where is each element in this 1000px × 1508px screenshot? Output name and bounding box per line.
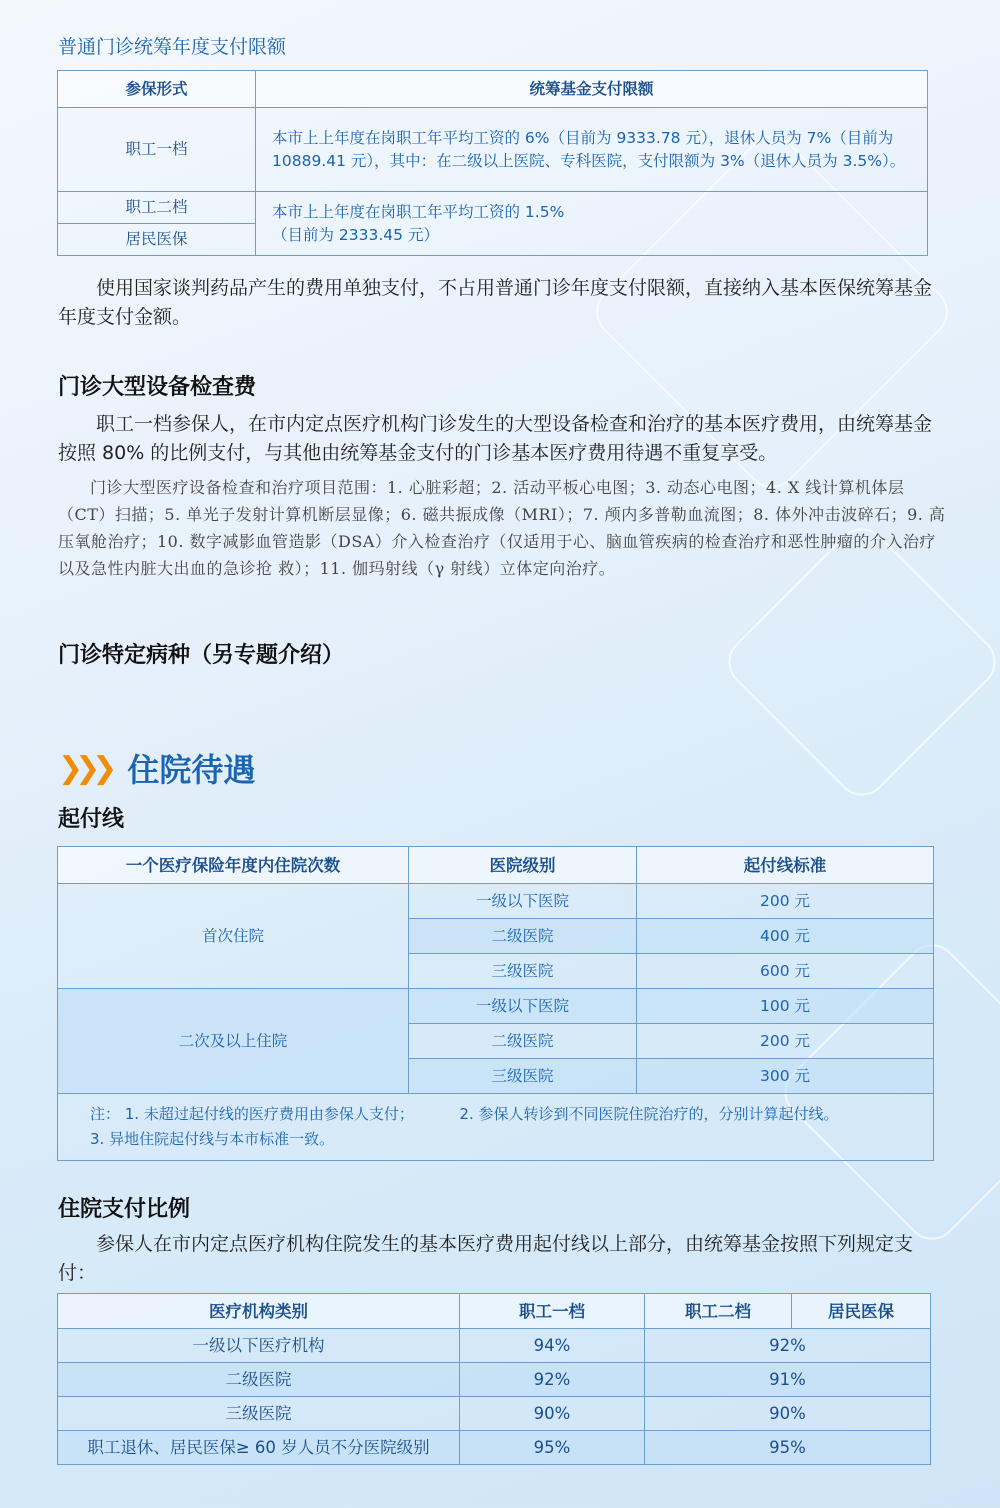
- ratio-title: 住院支付比例: [58, 1197, 191, 1222]
- ratio-header-tier1: 职工一档: [460, 1294, 645, 1329]
- note-item-2: 2. 参保人转诊到不同医院住院治疗的，分别计算起付线。: [459, 1105, 839, 1123]
- threshold-value: 600 元: [637, 954, 934, 989]
- row-label-resident: 居民医保: [58, 224, 256, 256]
- ratio-row-tier1: 95%: [460, 1431, 645, 1465]
- ratio-row-label: 职工退休、居民医保≥ 60 岁人员不分医院级别: [58, 1431, 460, 1465]
- row-value-tier2-resident: [256, 192, 928, 256]
- threshold-value: 200 元: [637, 884, 934, 919]
- outpatient-limit-table: [57, 70, 928, 256]
- ratio-row-tier1: 90%: [460, 1397, 645, 1431]
- threshold-title: 起付线: [58, 807, 125, 832]
- hospital-level: 三级医院: [409, 954, 637, 989]
- row-value-line1: 本市上上年度在岗职工年平均工资的 1.5%: [272, 202, 565, 221]
- header-insurance-type: 参保形式: [58, 71, 256, 108]
- ratio-row-tier1: 94%: [460, 1329, 645, 1363]
- hospital-level: 一级以下医院: [409, 989, 637, 1024]
- inpatient-heading: [58, 745, 255, 791]
- threshold-note: [58, 1094, 934, 1161]
- ratio-row-tier2-resident: 92%: [645, 1329, 931, 1363]
- ratio-row-label: 二级医院: [58, 1363, 460, 1397]
- inpatient-title: 住院待遇: [127, 751, 256, 789]
- double-chevron-icon: ❯❯❯: [58, 750, 110, 786]
- ratio-row-tier1: 92%: [460, 1363, 645, 1397]
- ratio-table: [57, 1293, 931, 1465]
- ratio-row-tier2-resident: 95%: [645, 1431, 931, 1465]
- note-item-1: 注： 1. 未超过起付线的医疗费用由参保人支付；: [90, 1105, 414, 1123]
- threshold-value: 200 元: [637, 1024, 934, 1059]
- threshold-table: [57, 846, 934, 1161]
- hospital-level: 三级医院: [409, 1059, 637, 1094]
- threshold-value: 300 元: [637, 1059, 934, 1094]
- threshold-header-times: 一个医疗保险年度内住院次数: [58, 847, 409, 884]
- equipment-paragraph: 职工一档参保人，在市内定点医疗机构门诊发生的大型设备检查和治疗的基本医疗费用，由统筹基金按照 80% 的比例支付，与其他由统筹基金支付的门诊基本医疗费用待遇不重复享受。: [58, 413, 933, 464]
- equipment-scope: 门诊大型医疗设备检查和治疗项目范围：1. 心脏彩超；2. 活动平板心电图；3. 动态心电图；4. X 线计算机体层（CT）扫描；5. 单光子发射计算机断层显像；6. 磁共振成像（MRI）；7. 颅内多普勒血流图；8. 体外冲击波碎石；9. 高压氧舱治疗；10. 数字减影血管造影（DSA）介入检查治疗（仅适用于心、脑血管疾病的检查治疗和恶性肿瘤的介入治疗以及急性内脏大出血的急诊抢 救）；11. 伽玛射线（γ 射线）立体定向治疗。: [58, 478, 946, 578]
- hospital-level: 二级医院: [409, 919, 637, 954]
- threshold-value: 400 元: [637, 919, 934, 954]
- ratio-row-tier2-resident: 90%: [645, 1397, 931, 1431]
- ratio-header-resident: 居民医保: [792, 1294, 931, 1329]
- threshold-header-standard: 起付线标准: [637, 847, 934, 884]
- row-value-line2: （目前为 2333.45 元）: [272, 225, 439, 244]
- row-label-employee-tier2: 职工二档: [58, 192, 256, 224]
- ratio-header-tier2: 职工二档: [645, 1294, 792, 1329]
- threshold-header-level: 医院级别: [409, 847, 637, 884]
- row-value-employee-tier1: 本市上上年度在岗职工年平均工资的 6%（目前为 9333.78 元），退休人员为 7%（目前为 10889.41 元），其中：在二级以上医院、专科医院，支付限额为 3%（退休人员为 3.5%）。: [256, 108, 928, 192]
- equipment-title: 门诊大型设备检查费: [58, 375, 257, 400]
- hospital-level: 二级医院: [409, 1024, 637, 1059]
- ratio-header-category: 医疗机构类别: [58, 1294, 460, 1329]
- hospital-level: 一级以下医院: [409, 884, 637, 919]
- first-admission-label: 首次住院: [58, 884, 409, 989]
- ratio-row-label: 三级医院: [58, 1397, 460, 1431]
- row-label-employee-tier1: 职工一档: [58, 108, 256, 192]
- ratio-row-label: 一级以下医疗机构: [58, 1329, 460, 1363]
- ratio-row-tier2-resident: 91%: [645, 1363, 931, 1397]
- note-item-3: 3. 异地住院起付线与本市标准一致。: [90, 1130, 335, 1148]
- header-fund-limit: 统筹基金支付限额: [256, 71, 928, 108]
- drug-paragraph: 使用国家谈判药品产生的费用单独支付，不占用普通门诊年度支付限额，直接纳入基本医保统筹基金年度支付金额。: [58, 277, 933, 328]
- outpatient-limit-title: 普通门诊统筹年度支付限额: [58, 36, 287, 58]
- special-disease-title: 门诊特定病种（另专题介绍）: [58, 643, 345, 668]
- ratio-paragraph: 参保人在市内定点医疗机构住院发生的基本医疗费用起付线以上部分，由统筹基金按照下列规定支付：: [58, 1233, 914, 1284]
- second-admission-label: 二次及以上住院: [58, 989, 409, 1094]
- threshold-value: 100 元: [637, 989, 934, 1024]
